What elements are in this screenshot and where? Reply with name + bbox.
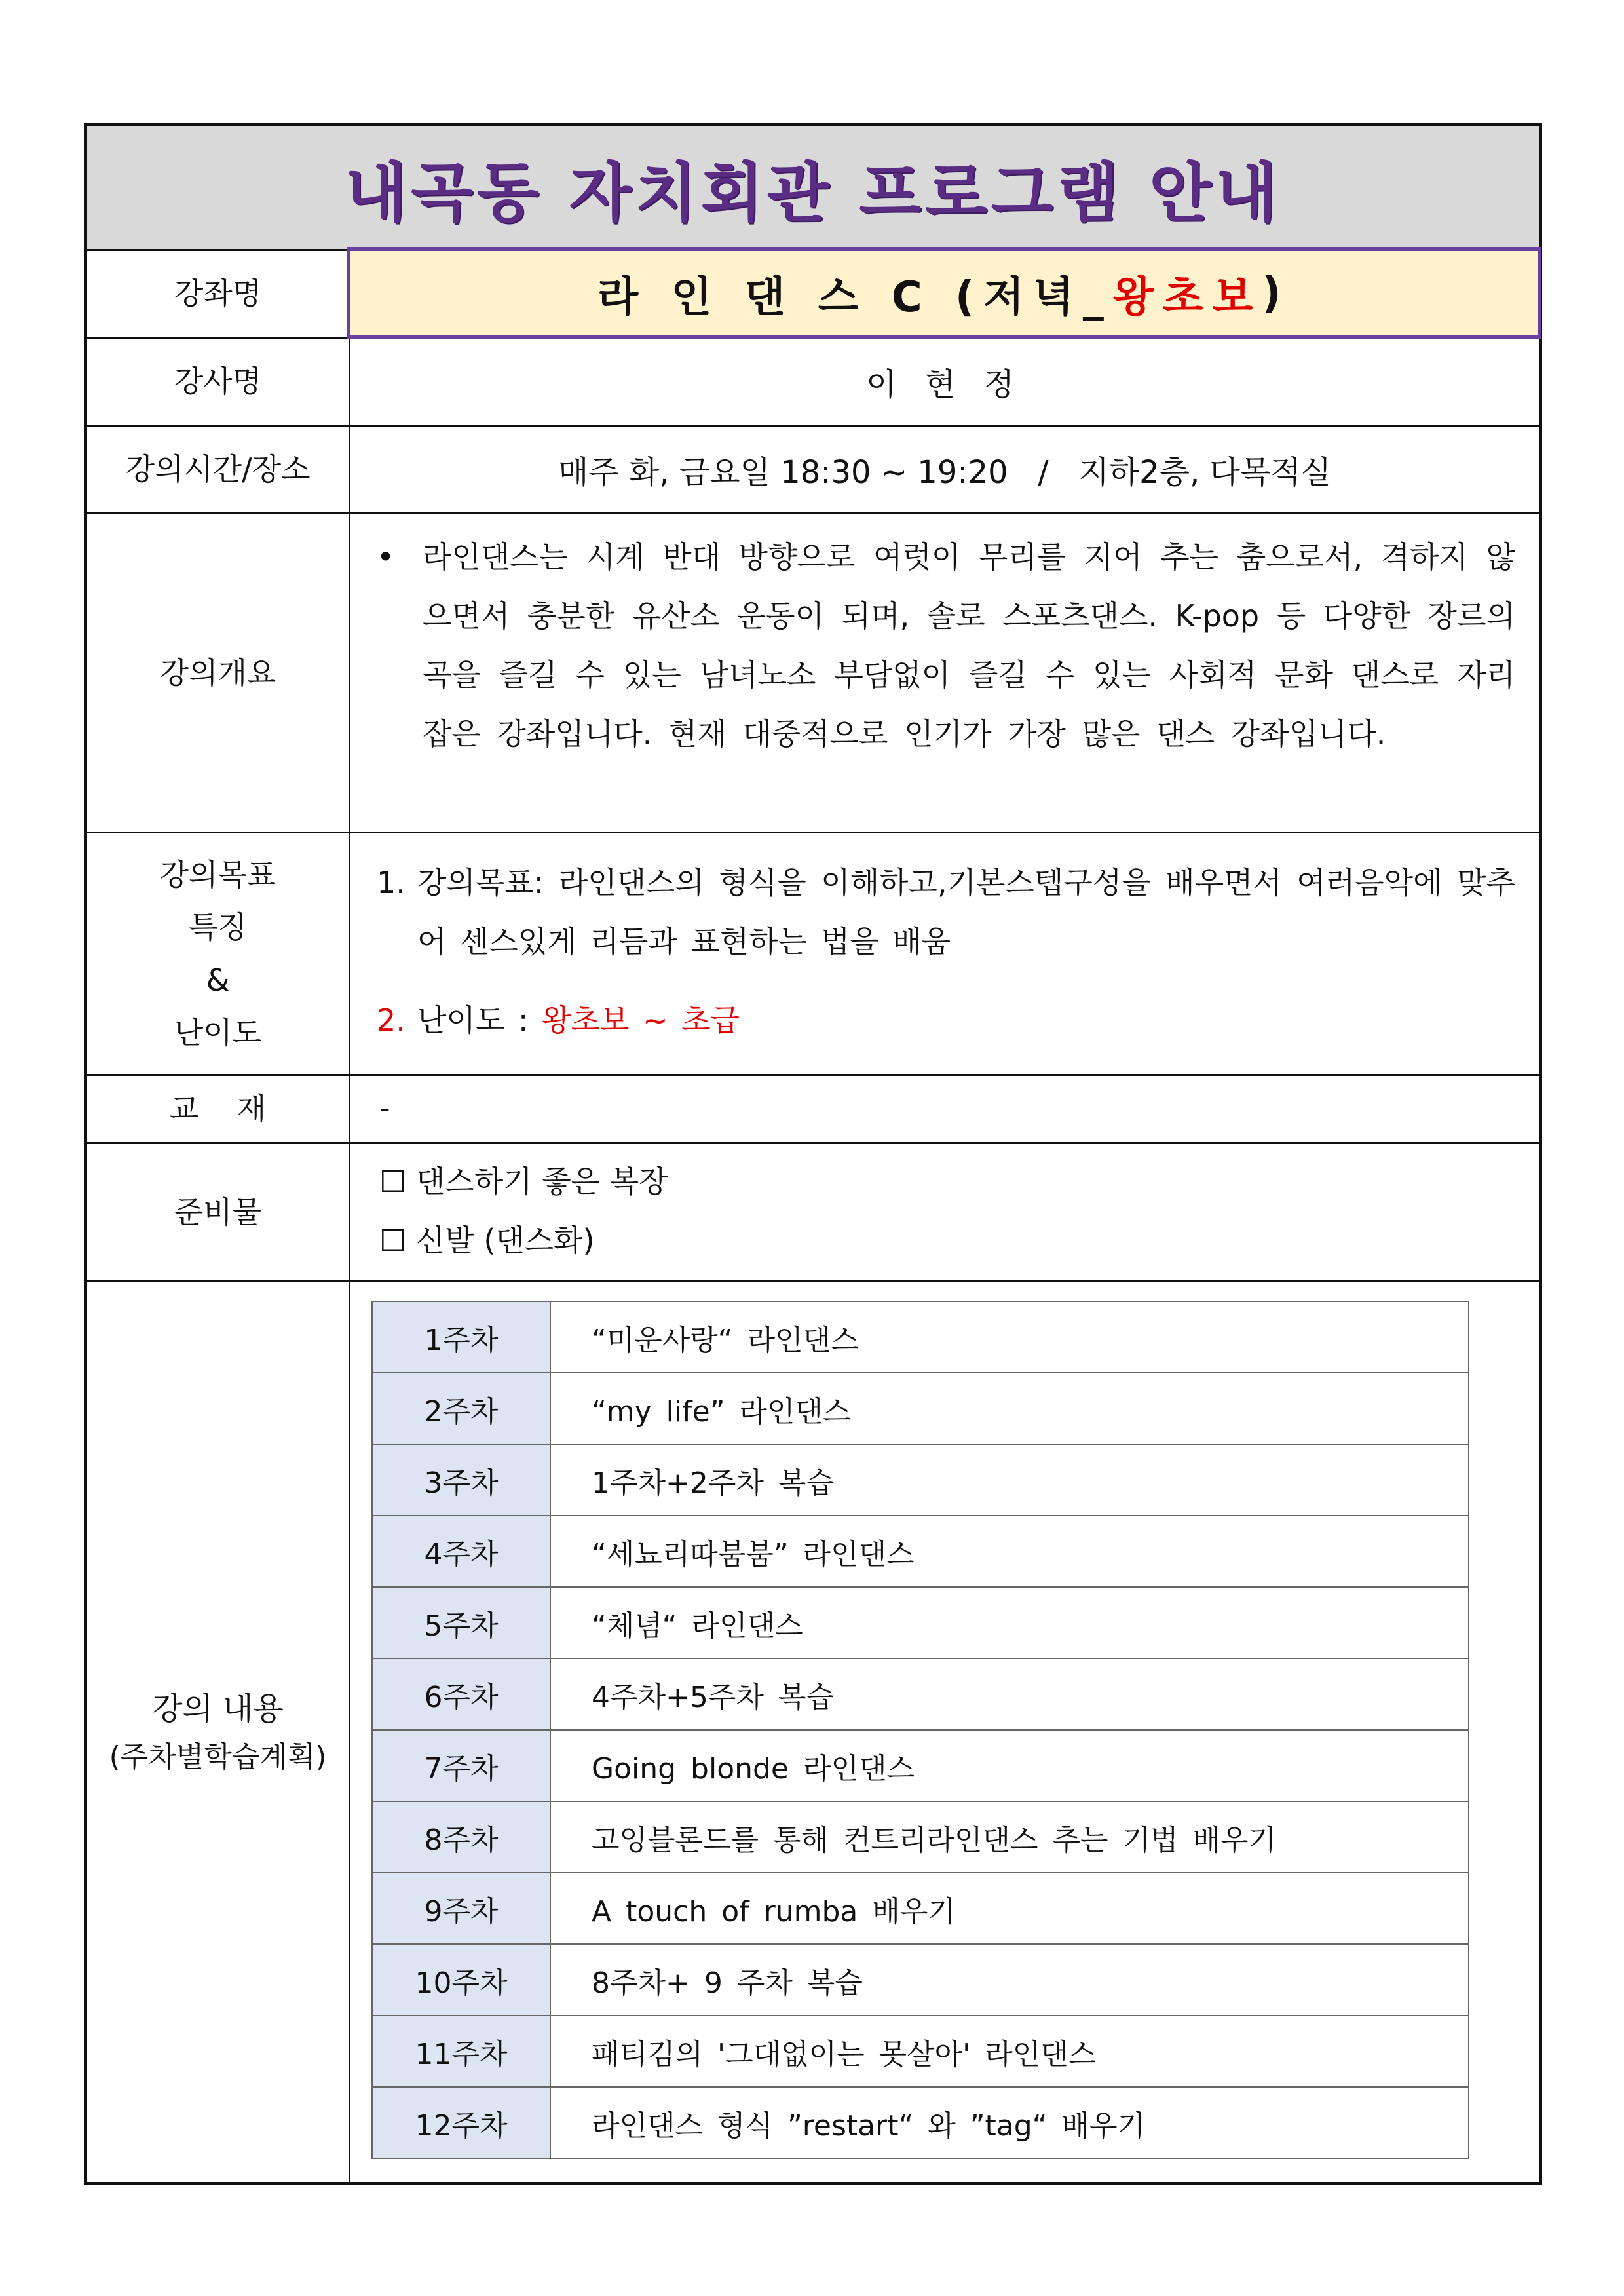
value-content (350, 1282, 1539, 2182)
label-goals (87, 833, 350, 1074)
goal-item-2 (377, 991, 1515, 1050)
overview-text: 라인댄스는 시계 반대 방향으로 여럿이 무리를 지어 추는 춤으로서, 격하지 않으면서 충분한 유산소 운동이 되며, 솔로 스포츠댄스. K-pop 등 다양한 장르의 곡을 즐길 수 있는 남녀노소 부담없이 즐길 수 있는 사회적 문화 댄스로 자리 잡은 강좌입니다. 현재 대중적으로 인기가 가장 많은 댄스 강좌입니다. (423, 539, 1515, 752)
label-course-name: 강좌명 (87, 251, 350, 337)
difficulty-value: 왕초보 ~ 초급 (542, 1003, 740, 1038)
row-overview (87, 514, 1539, 833)
week-number-cell: 2주차 (372, 1373, 550, 1444)
material-item-shoes: ☐ 신발 (댄스화) (379, 1223, 595, 1258)
instructor-name: 이 현 정 (866, 366, 1023, 403)
row-goals (87, 833, 1539, 1076)
course-name-main: 라 인 댄 스 C (저녁_ (597, 273, 1113, 322)
week-number-cell: 12주차 (372, 2087, 550, 2158)
label-goals-line3: & (206, 962, 230, 998)
label-content-line2: (주차별학습계획) (109, 1740, 327, 1774)
weekly-plan-row (372, 1658, 1469, 1730)
weekly-plan-row (372, 2016, 1469, 2087)
goal-item-1 (377, 853, 1515, 971)
week-number-cell: 3주차 (372, 1444, 550, 1516)
label-content-line1: 강의 내용 (152, 1690, 284, 1727)
week-content-cell: “세뇨리따붐붐” 라인댄스 (550, 1516, 1469, 1587)
weekly-plan-row (372, 1944, 1469, 2016)
row-textbook (87, 1076, 1539, 1144)
label-goals-line2: 특징 (189, 909, 247, 945)
weekly-plan-row (372, 1516, 1469, 1587)
course-name-end: ) (1262, 269, 1291, 318)
row-materials (87, 1144, 1539, 1282)
week-number-cell: 9주차 (372, 1873, 550, 1944)
value-materials (350, 1144, 1539, 1280)
label-instructor: 강사명 (87, 339, 350, 425)
weekly-plan-row (372, 1444, 1469, 1516)
weekly-plan-row (372, 1801, 1469, 1873)
value-goals (350, 833, 1539, 1074)
week-content-cell: “미운사랑“ 라인댄스 (550, 1301, 1469, 1373)
week-number-cell: 4주차 (372, 1516, 550, 1587)
schedule-text: 매주 화, 금요일 18:30 ~ 19:20 / 지하2층, 다목적실 (558, 454, 1331, 491)
label-overview: 강의개요 (87, 514, 350, 832)
goal-item-2-text (417, 991, 1515, 1050)
value-schedule (350, 427, 1539, 512)
week-content-cell: 고잉블론드를 통해 컨트리라인댄스 추는 기법 배우기 (550, 1801, 1469, 1873)
weekly-plan-row (372, 1587, 1469, 1658)
week-number-cell: 11주차 (372, 2016, 550, 2087)
week-content-cell: 4주차+5주차 복습 (550, 1658, 1469, 1730)
week-number-cell: 5주차 (372, 1587, 550, 1658)
weekly-plan-row (372, 1730, 1469, 1801)
week-number-cell: 6주차 (372, 1658, 550, 1730)
row-content (87, 1282, 1539, 2182)
label-materials: 준비물 (87, 1144, 350, 1280)
weekly-plan-row (372, 1373, 1469, 1444)
week-number-cell: 7주차 (372, 1730, 550, 1801)
bullet-icon: • (377, 539, 395, 575)
row-instructor (87, 339, 1539, 427)
value-overview (350, 514, 1539, 832)
value-textbook (350, 1076, 1539, 1142)
week-number-cell: 1주차 (372, 1301, 550, 1373)
weekly-plan-row (372, 2087, 1469, 2158)
label-schedule: 강의시간/장소 (87, 427, 350, 512)
week-number-cell: 8주차 (372, 1801, 550, 1873)
week-content-cell: A touch of rumba 배우기 (550, 1873, 1469, 1944)
course-name-box (347, 247, 1541, 339)
goal-item-1-number: 1. (377, 865, 406, 900)
material-item-clothes: ☐ 댄스하기 좋은 복장 (379, 1164, 668, 1199)
label-goals-line1: 강의목표 (159, 856, 276, 892)
document-header (87, 126, 1539, 251)
weekly-plan-table (371, 1301, 1469, 2159)
difficulty-label: 난이도 : (417, 1003, 542, 1038)
week-content-cell: “체념“ 라인댄스 (550, 1587, 1469, 1658)
week-content-cell: 라인댄스 형식 ”restart“ 와 ”tag“ 배우기 (550, 2087, 1469, 2158)
goal-item-1-text: 강의목표: 라인댄스의 형식을 이해하고,기본스텝구성을 배우면서 여러음악에 맞추어 센스있게 리듬과 표현하는 법을 배움 (417, 865, 1515, 959)
week-content-cell: 1주차+2주차 복습 (550, 1444, 1469, 1516)
label-content (87, 1282, 350, 2182)
week-content-cell: Going blonde 라인댄스 (550, 1730, 1469, 1801)
row-course-name (87, 251, 1539, 339)
overview-paragraph (377, 527, 1515, 763)
value-course-name-cell (350, 251, 1539, 337)
goal-item-2-number: 2. (377, 1003, 406, 1038)
course-level-highlight: 왕초보 (1112, 273, 1262, 322)
program-info-sheet (84, 123, 1542, 2185)
week-number-cell: 10주차 (372, 1944, 550, 2016)
week-content-cell: 8주차+ 9 주차 복습 (550, 1944, 1469, 2016)
row-schedule (87, 427, 1539, 514)
value-instructor (350, 339, 1539, 425)
week-content-cell: “my life” 라인댄스 (550, 1373, 1469, 1444)
document-title: 내곡동 자치회관 프로그램 안내 (345, 156, 1281, 231)
weekly-plan-row (372, 1873, 1469, 1944)
week-content-cell: 패티김의 '그대없이는 못살아' 라인댄스 (550, 2016, 1469, 2087)
label-textbook: 교 재 (87, 1076, 350, 1142)
weekly-plan-row (372, 1301, 1469, 1373)
textbook-value: - (379, 1090, 390, 1126)
label-goals-line4: 난이도 (174, 1015, 262, 1050)
